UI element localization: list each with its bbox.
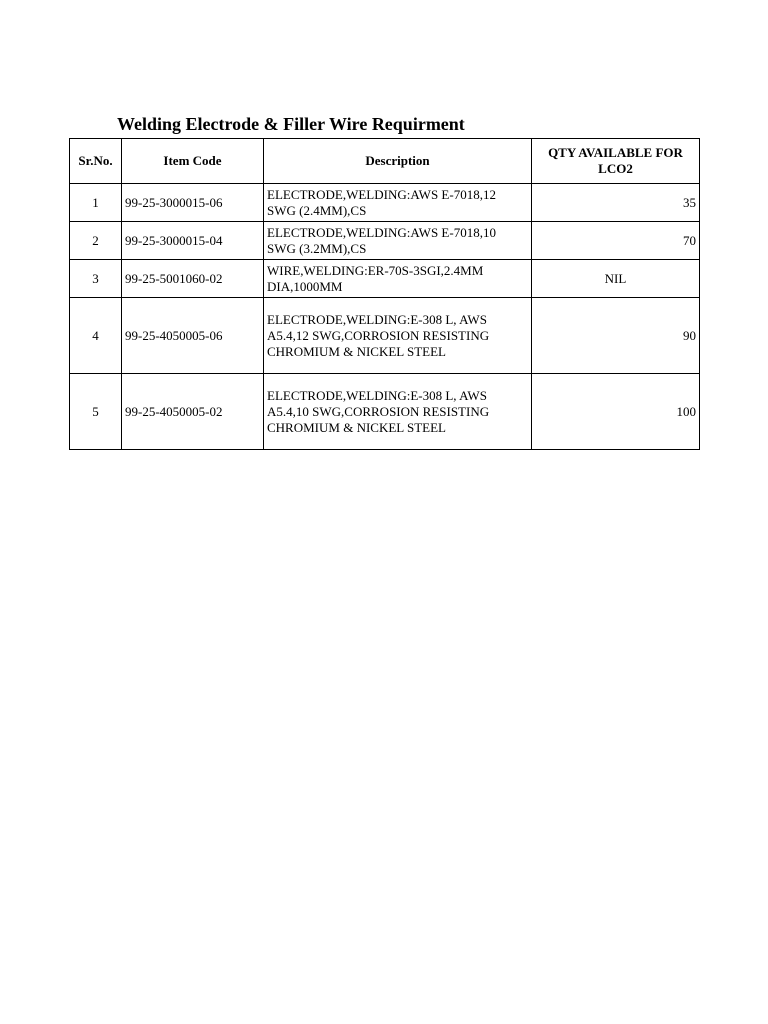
- header-sr-no: Sr.No.: [70, 139, 122, 184]
- table-row: [70, 260, 700, 298]
- cell-item-code: 99-25-4050005-02: [122, 374, 264, 450]
- cell-item-code: 99-25-5001060-02: [122, 260, 264, 298]
- cell-item-code: 99-25-3000015-06: [122, 184, 264, 222]
- header-qty-available: QTY AVAILABLE FOR LCO2: [532, 139, 700, 184]
- cell-qty: 70: [532, 222, 700, 260]
- cell-sr-no: 3: [70, 260, 122, 298]
- cell-sr-no: 2: [70, 222, 122, 260]
- cell-qty: NIL: [532, 260, 700, 298]
- header-row: [70, 139, 700, 184]
- table-row: [70, 222, 700, 260]
- requirement-table: [69, 138, 700, 450]
- table-row: [70, 374, 700, 450]
- cell-qty: 35: [532, 184, 700, 222]
- header-description: Description: [264, 139, 532, 184]
- cell-item-code: 99-25-3000015-04: [122, 222, 264, 260]
- cell-description: ELECTRODE,WELDING:AWS E-7018,10 SWG (3.2MM),CS: [264, 222, 532, 260]
- cell-description: ELECTRODE,WELDING:E-308 L, AWS A5.4,12 SWG,CORROSION RESISTING CHROMIUM & NICKEL STEEL: [264, 298, 532, 374]
- cell-qty: 90: [532, 298, 700, 374]
- header-item-code: Item Code: [122, 139, 264, 184]
- cell-sr-no: 4: [70, 298, 122, 374]
- table-row: [70, 298, 700, 374]
- cell-sr-no: 1: [70, 184, 122, 222]
- table-row: [70, 184, 700, 222]
- cell-description: ELECTRODE,WELDING:E-308 L, AWS A5.4,10 SWG,CORROSION RESISTING CHROMIUM & NICKEL STEEL: [264, 374, 532, 450]
- cell-description: WIRE,WELDING:ER-70S-3SGI,2.4MM DIA,1000MM: [264, 260, 532, 298]
- cell-qty: 100: [532, 374, 700, 450]
- cell-description: ELECTRODE,WELDING:AWS E-7018,12 SWG (2.4MM),CS: [264, 184, 532, 222]
- sheet-title: Welding Electrode & Filler Wire Requirment: [117, 114, 465, 134]
- cell-sr-no: 5: [70, 374, 122, 450]
- cell-item-code: 99-25-4050005-06: [122, 298, 264, 374]
